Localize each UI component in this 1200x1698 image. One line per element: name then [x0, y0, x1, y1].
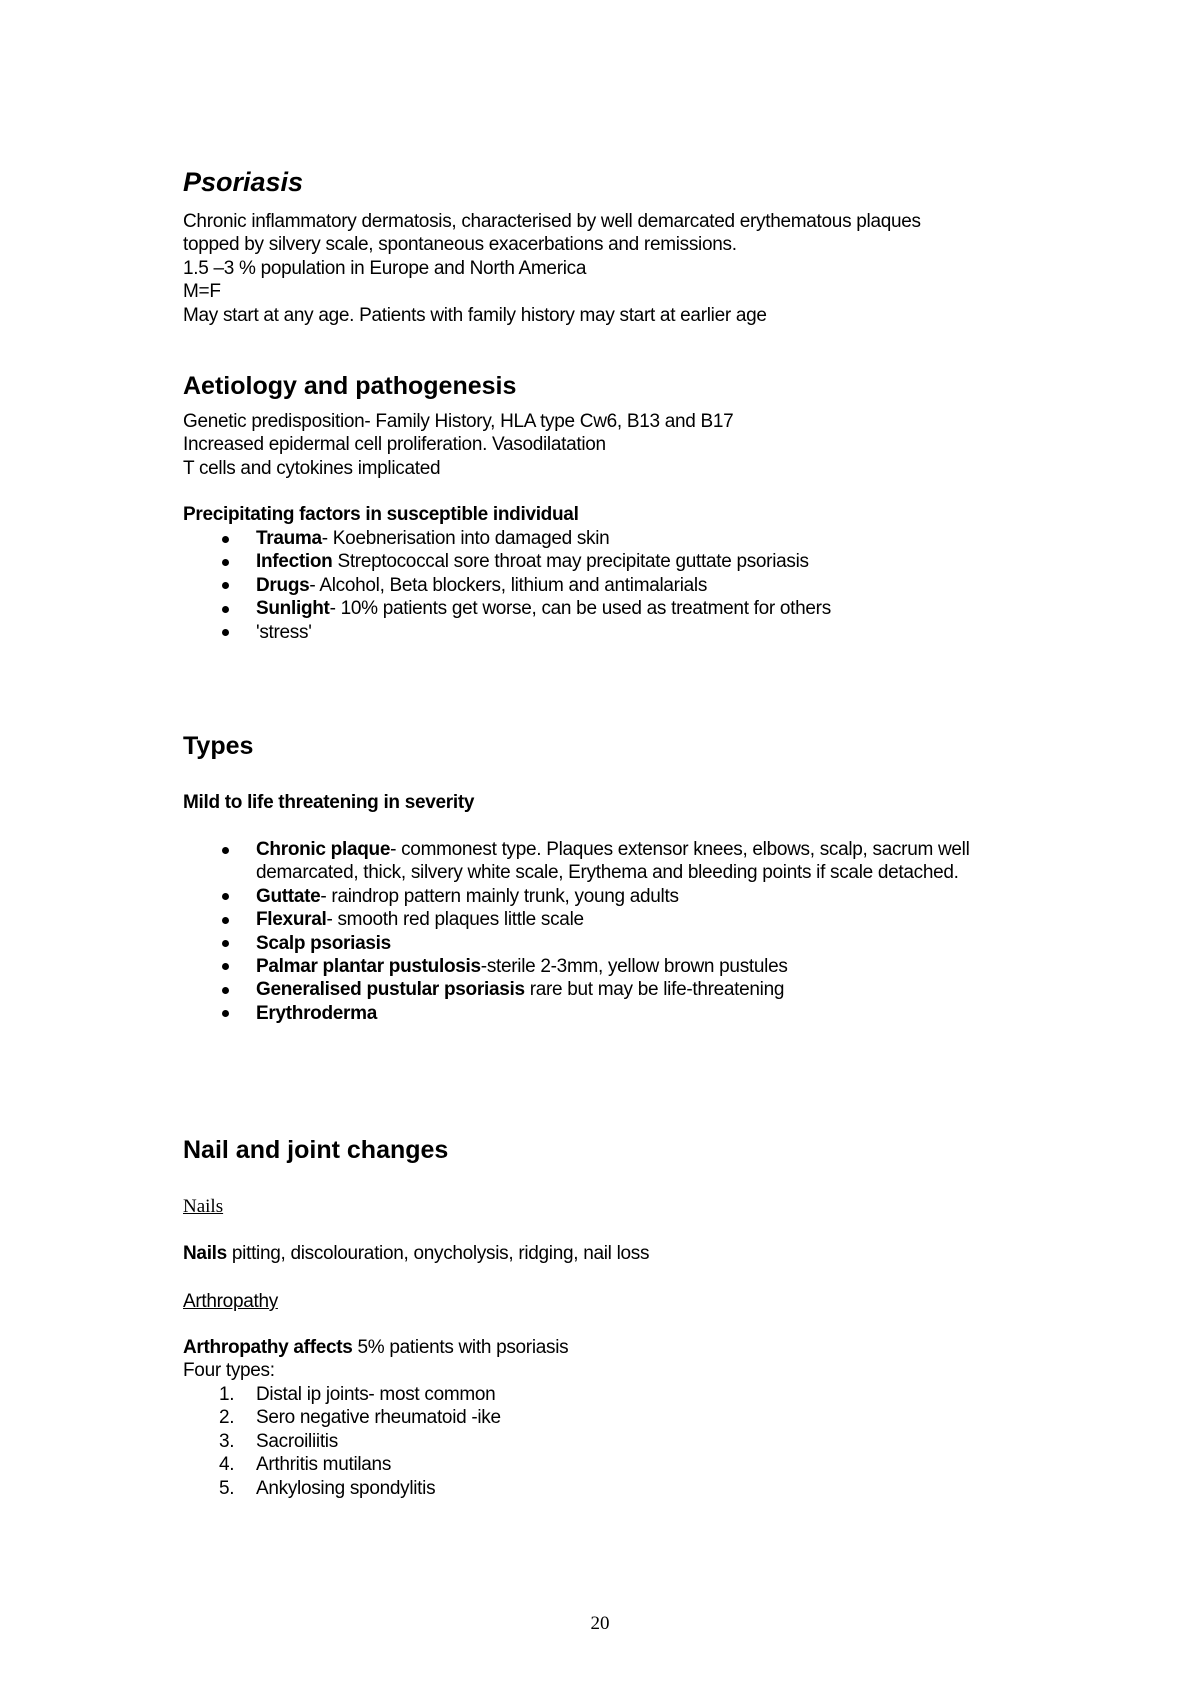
types-subheading: Mild to life threatening in severity	[183, 792, 475, 813]
list-item: 2. Sero negative rheumatoid -ike	[219, 1407, 501, 1429]
intro-line: Chronic inflammatory dermatosis, characterised by well demarcated erythematous plaques	[183, 211, 921, 232]
list-item: Infection Streptococcal sore throat may precipitate guttate psoriasis	[183, 550, 831, 573]
aetiology-heading: Aetiology and pathogenesis	[183, 372, 517, 400]
list-item: Trauma- Koebnerisation into damaged skin	[183, 527, 831, 550]
list-item: Flexural- smooth red plaques little scale	[183, 908, 1059, 931]
nails-text: pitting, discolouration, onycholysis, ridging, nail loss	[226, 1243, 650, 1264]
bullet-icon	[222, 606, 229, 613]
intro-line: topped by silvery scale, spontaneous exacerbations and remissions.	[183, 234, 737, 256]
arthropathy-block	[183, 1336, 568, 1383]
bullet-icon	[222, 893, 229, 900]
aetiology-line: Genetic predisposition- Family History, HLA type Cw6, B13 and B17	[183, 411, 734, 432]
arthropathy-types-list	[183, 1383, 501, 1500]
bullet-icon	[222, 963, 229, 970]
bullet-icon	[222, 940, 229, 947]
intro-block	[183, 210, 921, 327]
list-item: Drugs- Alcohol, Beta blockers, lithium and antimalarials	[183, 574, 831, 597]
bullet-icon	[222, 1010, 229, 1017]
list-item: Sunlight- 10% patients get worse, can be used as treatment for others	[183, 597, 831, 620]
list-item: 5. Ankylosing spondylitis	[219, 1477, 436, 1499]
bullet-icon	[222, 847, 229, 854]
arthropathy-line: Arthropathy affects 5% patients with psoriasis	[183, 1337, 569, 1358]
list-item: Erythroderma	[183, 1002, 1059, 1025]
types-heading: Types	[183, 732, 254, 760]
precipitating-factors-list	[183, 527, 831, 644]
list-item: Generalised pustular psoriasis rare but may be life-threatening	[183, 978, 1059, 1001]
aetiology-line: Increased epidermal cell proliferation. Vasodilatation	[183, 434, 606, 456]
nail-joint-heading: Nail and joint changes	[183, 1136, 449, 1164]
four-types-line: Four types:	[183, 1360, 275, 1382]
bullet-icon	[222, 536, 229, 543]
list-item: 'stress'	[183, 621, 831, 644]
bullet-icon	[222, 559, 229, 566]
list-item: Palmar plantar pustulosis-sterile 2-3mm, yellow brown pustules	[183, 955, 1059, 978]
list-item: 1. Distal ip joints- most common	[219, 1384, 496, 1405]
page-title: Psoriasis	[183, 167, 304, 197]
intro-line: M=F	[183, 281, 221, 303]
list-item: 4. Arthritis mutilans	[219, 1454, 392, 1476]
arthropathy-label: Arthropathy	[183, 1291, 278, 1312]
nails-term: Nails	[183, 1243, 227, 1264]
list-item: Chronic plaque- commonest type. Plaques extensor knees, elbows, scalp, sacrum well demarcated, thick, silvery white scale, Erythema and bleeding points if scale detached.	[183, 838, 1059, 885]
bullet-icon	[222, 629, 229, 636]
bullet-icon	[222, 917, 229, 924]
intro-line: 1.5 –3 % population in Europe and North America	[183, 257, 587, 279]
page-number: 20	[590, 1613, 610, 1634]
bullet-icon	[222, 987, 229, 994]
intro-line: May start at any age. Patients with family history may start at earlier age	[183, 304, 767, 326]
list-item: 3. Sacroiliitis	[219, 1430, 338, 1452]
aetiology-line: T cells and cytokines implicated	[183, 457, 441, 479]
nails-line	[183, 1242, 649, 1265]
list-item: Scalp psoriasis	[183, 932, 1059, 955]
nails-label: Nails	[183, 1196, 224, 1217]
aetiology-block	[183, 410, 733, 480]
types-list	[183, 838, 1059, 1025]
bullet-icon	[222, 582, 229, 589]
list-item: Guttate- raindrop pattern mainly trunk, young adults	[183, 885, 1059, 908]
precipitating-factors-heading: Precipitating factors in susceptible individual	[183, 504, 579, 525]
